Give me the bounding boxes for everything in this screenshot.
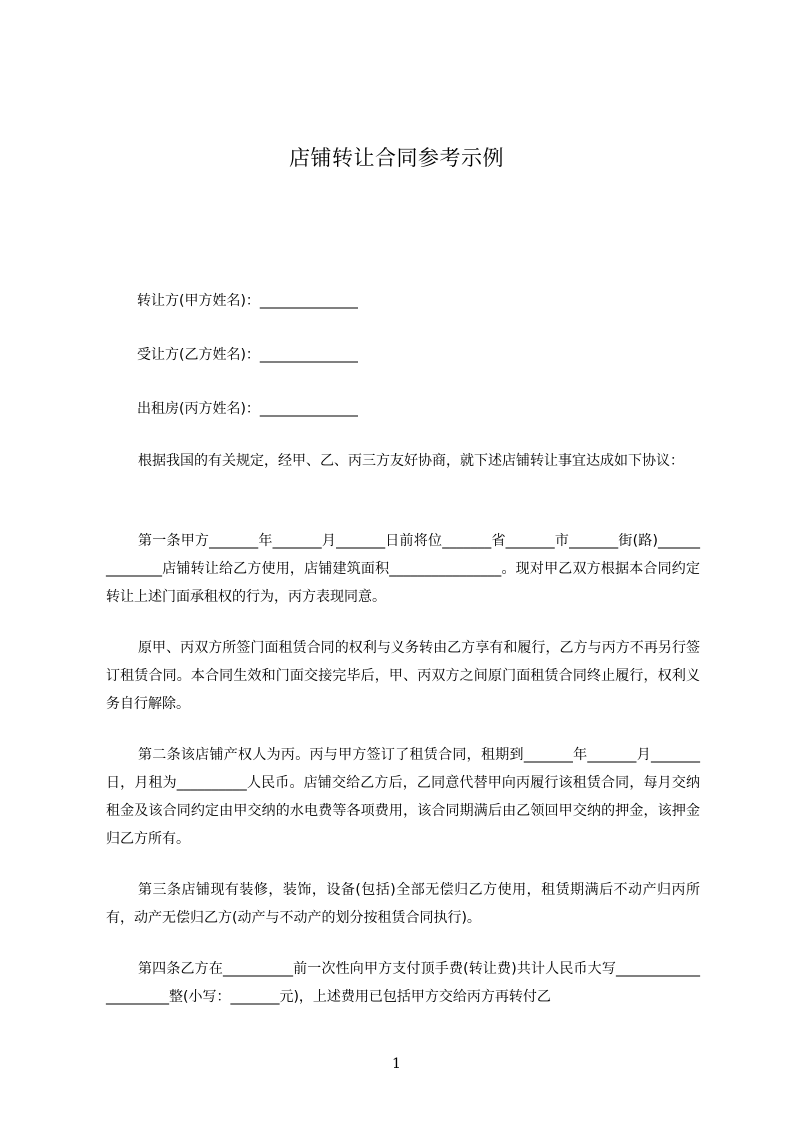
article-2-paragraph: 第二条该店铺产权人为丙。丙与甲方签订了租赁合同，租期到_______年_______月_______日，月租为__________人民币。店铺交给乙方后，乙同意代替甲向丙履行该租赁合同，每月交纳租金及该合同约定由甲交纳的水电费等各项费用，该合同期满后由乙领回甲交纳的押金，该押金归乙方所有。 (106, 747, 700, 847)
transferor-party-line: 转让方(甲方姓名)：______________ (137, 293, 358, 309)
article-4-paragraph: 第四条乙方在__________前一次性向甲方支付顶手费(转让费)共计人民币大写_____________________整(小写：_______元)，上述费用已包括甲方交给丙方再转付乙 (106, 961, 700, 1005)
landlord-party-line: 出租房(丙方姓名)：______________ (137, 401, 358, 417)
article-3-paragraph: 第三条店铺现有装修，装饰，设备(包括)全部无偿归乙方使用，租赁期满后不动产归丙所有，动产无偿归乙方(动产与不动产的划分按租赁合同执行)。 (106, 882, 700, 926)
document-title: 店铺转让合同参考示例 (289, 146, 504, 170)
transferee-party-line: 受让方(乙方姓名)：______________ (137, 347, 358, 363)
article-1-paragraph: 第一条甲方_______年_______月_______日前将位_______省_______市_______街(路)______________店铺转让给乙方使用，店铺建筑面积________________。现对甲乙双方根据本合同约定转让上述门面承租权的行为，丙方表现同意。 (106, 533, 700, 605)
lease-transfer-paragraph: 原甲、丙双方所签门面租赁合同的权利与义务转由乙方享有和履行，乙方与丙方不再另行签订租赁合同。本合同生效和门面交接完毕后，甲、丙双方之间原门面租赁合同终止履行，权利义务自行解除。 (106, 640, 700, 712)
page-number: 1 (392, 1056, 401, 1072)
preamble-paragraph: 根据我国的有关规定，经甲、乙、丙三方友好协商，就下述店铺转让事宜达成如下协议： (138, 453, 684, 469)
